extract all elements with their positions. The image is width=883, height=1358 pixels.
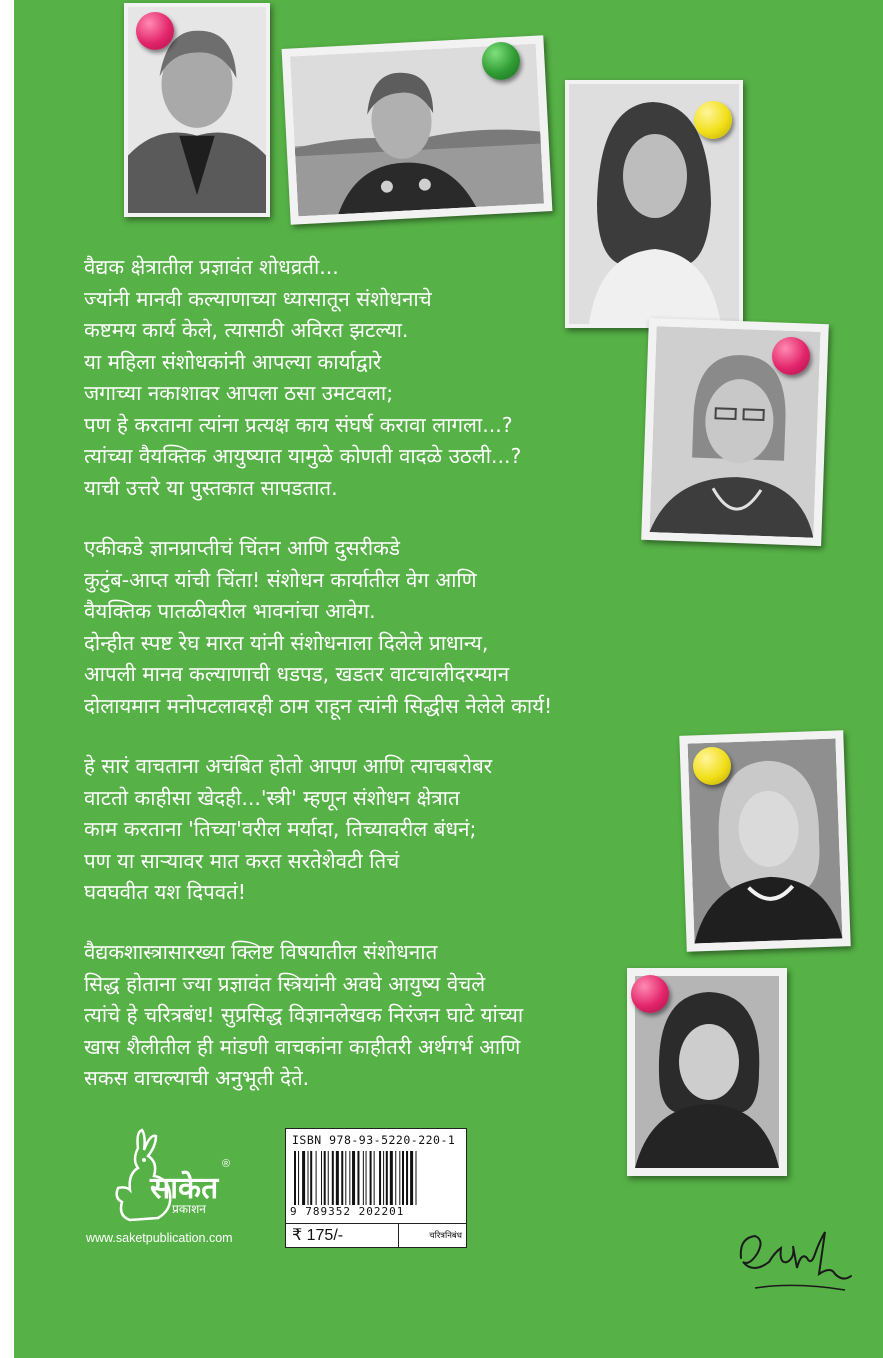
paragraph-4 [84, 937, 523, 1095]
text-line: या महिला संशोधकांनी आपल्या कार्याद्वारे [84, 349, 382, 374]
text-line: सकस वाचल्याची अनुभूती देते. [84, 1066, 310, 1090]
text-line: पण हे करताना त्यांना प्रत्यक्ष काय संघर्ष करावा लागला...? [84, 412, 513, 437]
text-line: दोलायमान मनोपटलावरही ठाम राहून त्यांनी सिद्धीस नेलेले कार्य! [84, 693, 553, 718]
text-line: जगाच्या नकाशावर आपला ठसा उमटवला; [84, 381, 394, 405]
text-line: वैयक्तिक पातळीवरील भावनांचा आवेग. [84, 599, 376, 623]
pushpin-icon [482, 42, 520, 80]
text-line: सिद्ध होताना ज्या प्रज्ञावंत स्त्रियांनी अवघे आयुष्य वेचले [84, 971, 486, 996]
text-line: घवघवीत यश दिपवतं! [84, 880, 247, 904]
text-line: ज्यांनी मानवी कल्याणाच्या ध्यासातून संशोधनाचे [84, 286, 432, 311]
paragraph-3 [84, 751, 492, 909]
paragraph-1 [84, 252, 521, 504]
text-line: आपली मानव कल्याणाची धडपड, खडतर वाटचालीदरम्यान [84, 662, 510, 686]
publisher-logo-text: साकेत [150, 1171, 219, 1206]
pushpin-icon [693, 747, 731, 785]
barcode-icon [292, 1151, 458, 1205]
paragraph-2 [84, 533, 552, 722]
text-line: वाटतो काहीसा खेदही...'स्त्री' म्हणून संशोधन क्षेत्रात [84, 785, 460, 810]
text-line: वैद्यकशास्त्रासारख्या क्लिष्ट विषयातील संशोधनात [84, 940, 438, 964]
text-line: पण या साऱ्यावर मात करत सरतेशेवटी तिचं [84, 848, 400, 873]
text-line: त्यांचे हे चरित्रबंध! सुप्रसिद्ध विज्ञानलेखक निरंजन घाटे यांच्या [84, 1003, 524, 1027]
isbn-text: ISBN 978-93-5220-220-1 [292, 1133, 456, 1147]
pushpin-icon [694, 101, 732, 139]
pushpin-icon [631, 975, 669, 1013]
pushpin-icon [772, 337, 810, 375]
text-line: कष्टमय कार्य केले, त्यासाठी अविरत झटल्या. [84, 318, 409, 342]
text-line: काम करताना 'तिच्या'वरील मर्यादा, तिच्यावरील बंधनं; [84, 817, 477, 841]
text-line: कुटुंब-आप्त यांची चिंता! संशोधन कार्यातील वेग आणि [84, 567, 477, 592]
isbn-barcode-box [285, 1128, 467, 1248]
text-line: खास शैलीतील ही मांडणी वाचकांना काहीतरी अर्थगर्भ आणि [84, 1034, 521, 1059]
genre-label: चरित्रनिबंध [429, 1231, 462, 1241]
text-line: एकीकडे ज्ञानप्राप्तीचं चिंतन आणि दुसरीकडे [84, 536, 400, 560]
signature-icon [735, 1218, 855, 1298]
publisher-logo-subtext: प्रकाशन [172, 1202, 206, 1216]
pushpin-icon [136, 12, 174, 50]
price: ₹ 175/- [292, 1227, 344, 1244]
text-line: दोन्हीत स्पष्ट रेघ मारत यांनी संशोधनाला दिलेले प्राधान्य, [84, 630, 489, 655]
text-line: याची उत्तरे या पुस्तकात सापडतात. [84, 475, 338, 500]
publisher-url: www.saketpublication.com [86, 1231, 233, 1245]
text-line: त्यांच्या वैयक्तिक आयुष्यात यामुळे कोणती वादळे उठली...? [84, 444, 522, 468]
ean-number: 9 789352 202201 [290, 1205, 405, 1218]
text-line: वैद्यक क्षेत्रातील प्रज्ञावंत शोधव्रती... [84, 255, 339, 279]
text-line: हे सारं वाचताना अचंबित होतो आपण आणि त्याचबरोबर [84, 754, 493, 778]
registered-mark: ® [222, 1158, 231, 1170]
